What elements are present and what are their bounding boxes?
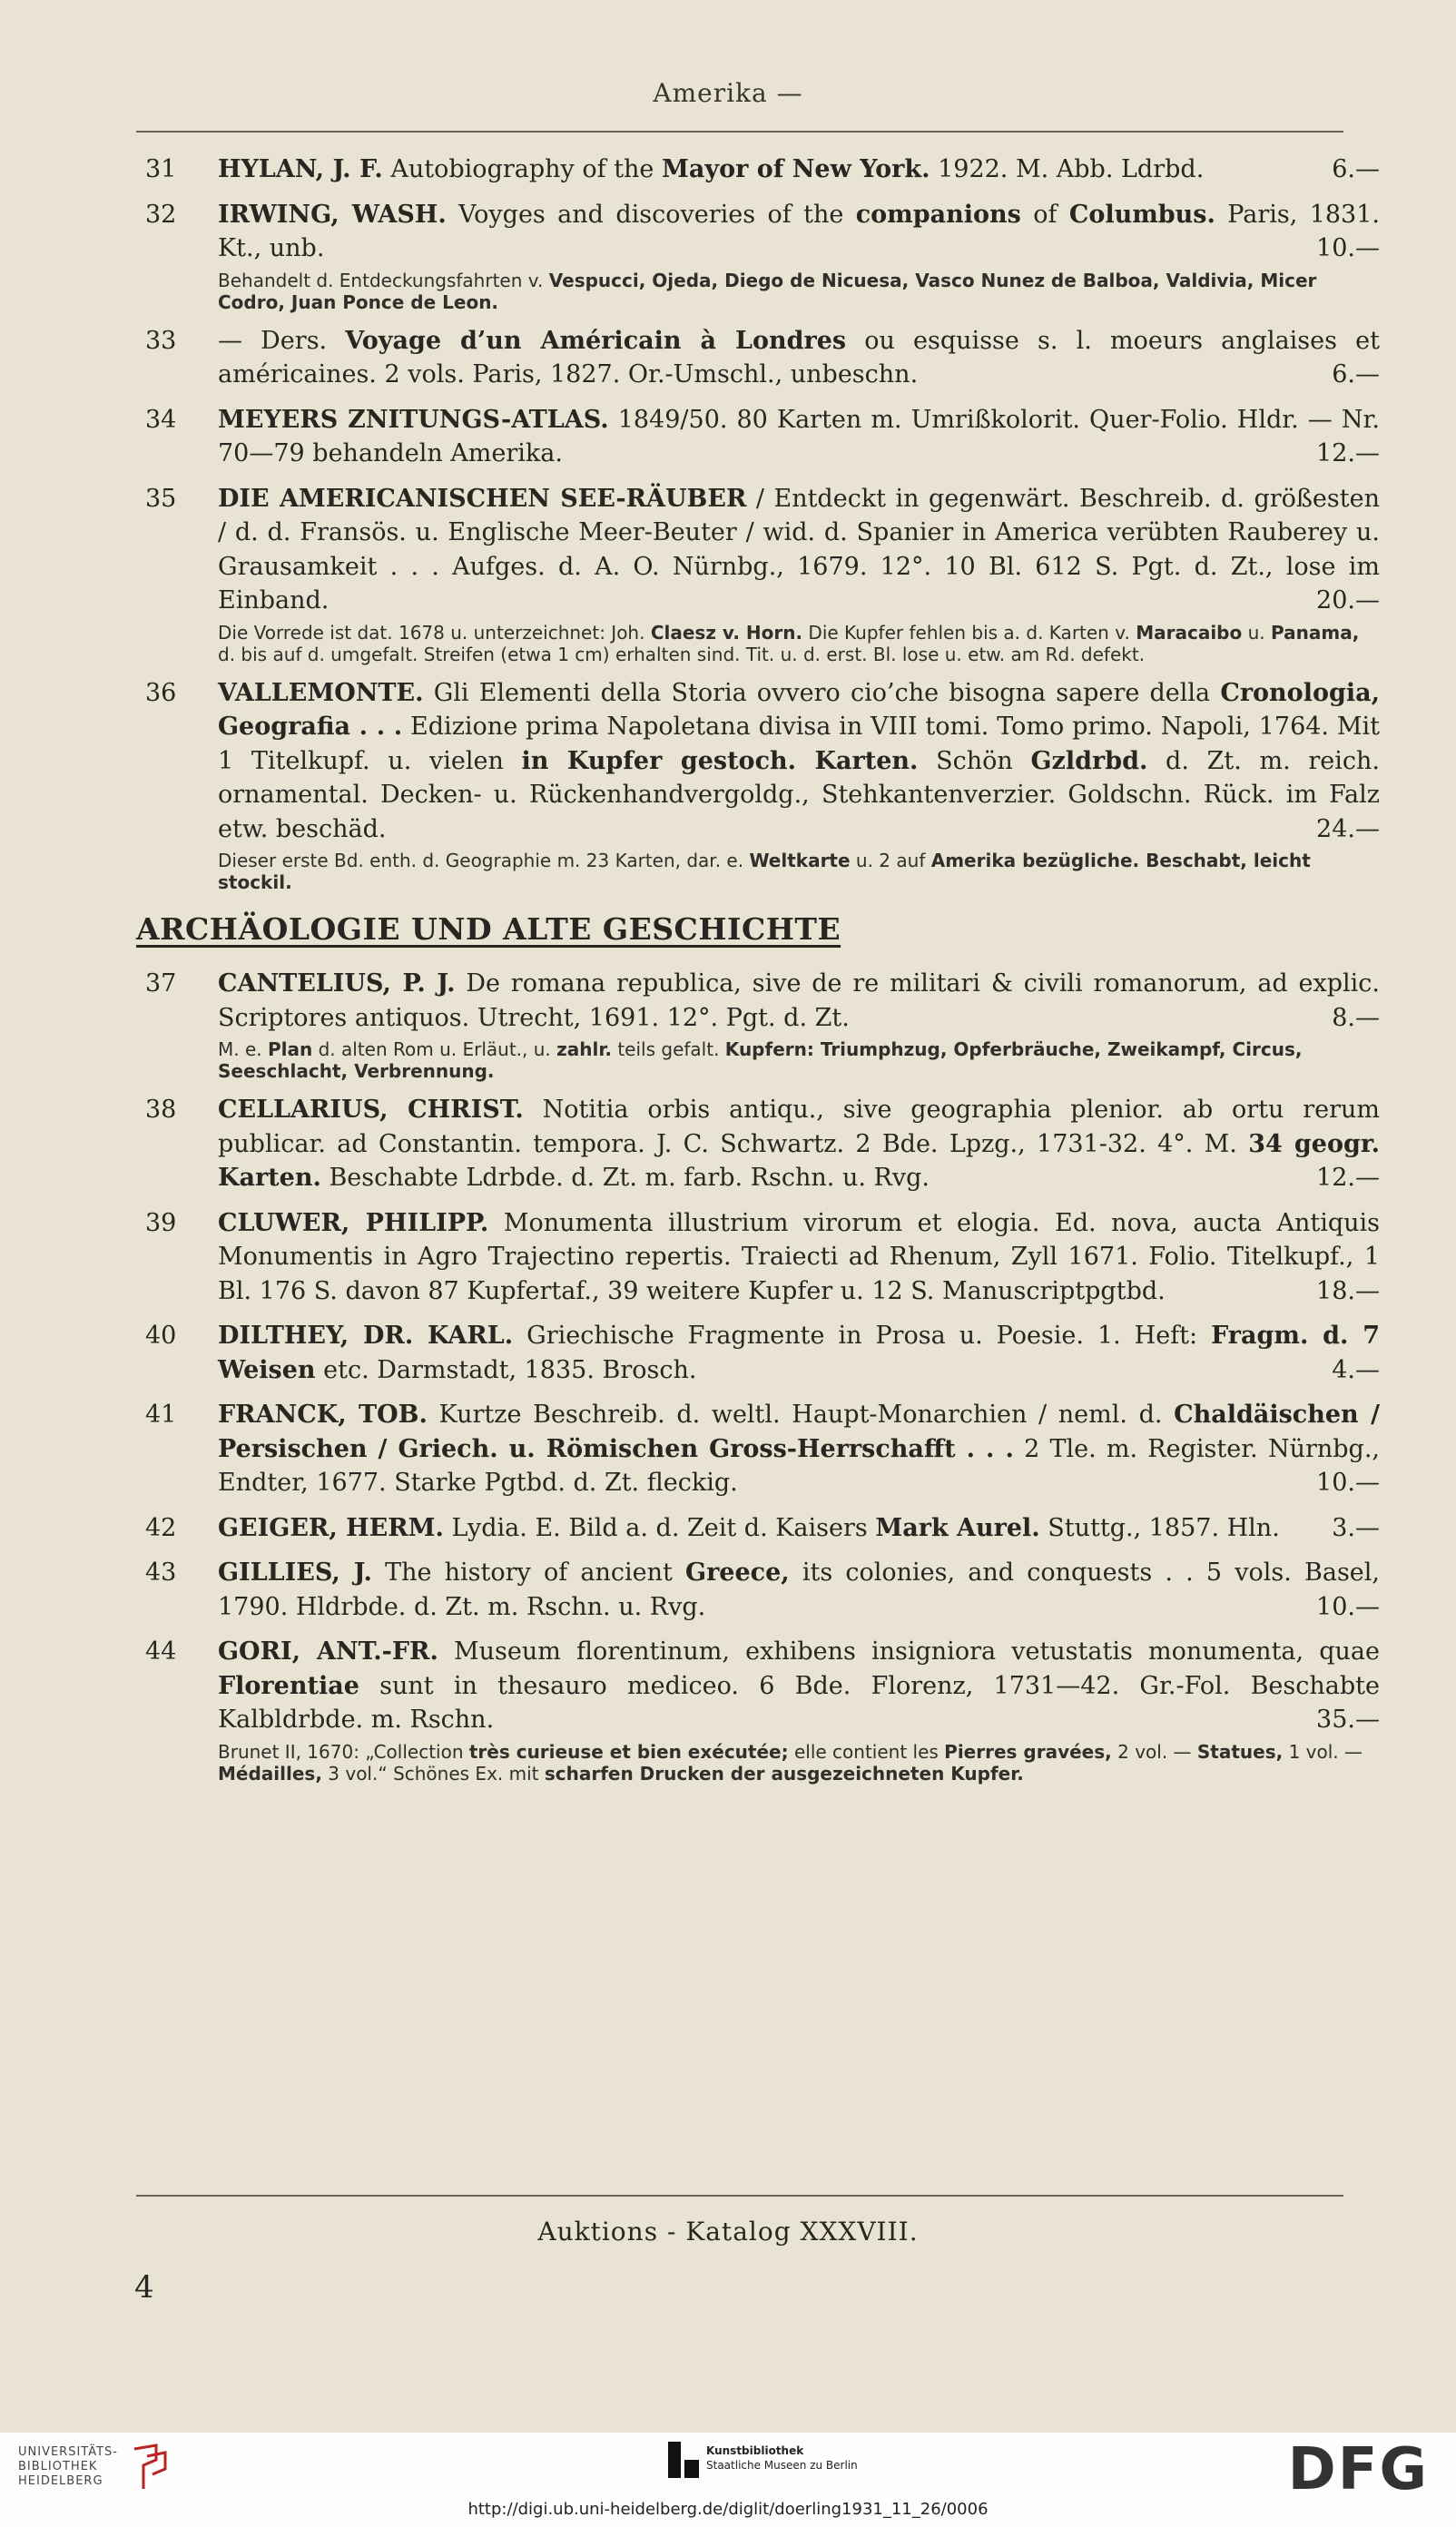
bold-text: Panama, — [1271, 621, 1360, 644]
text: u. — [1242, 621, 1271, 644]
text: Schön — [918, 746, 1031, 775]
entry-number: 43 — [145, 1558, 177, 1587]
text: — Ders. — [218, 326, 346, 355]
university-mark-icon — [129, 2442, 174, 2493]
text: Edizione prima Napoletana divisa in VIII tomi. Tomo primo. Napoli, 1764. Mit 1 Titelkupf. u. vielen — [218, 713, 1380, 775]
entry-text — [218, 1093, 1380, 1195]
section-title: ARCHÄOLOGIE UND ALTE GESCHICHTE — [136, 911, 841, 947]
page-number: 4 — [134, 2269, 154, 2306]
text: 2 Tle. m. Register. Nürnbg., Endter, 1677. Starke Pgtbd. d. Zt. fleckig. — [218, 1434, 1380, 1497]
running-head: Amerika — — [653, 78, 803, 108]
entry-number: 31 — [145, 155, 177, 183]
entry-text — [218, 967, 1380, 1035]
text: etc. Darmstadt, 1835. Brosch. — [315, 1355, 697, 1384]
entry-number: 33 — [145, 326, 177, 355]
entry-author: GEIGER, HERM. — [218, 1513, 444, 1542]
text: Paris, 1831. Kt., unb. — [218, 200, 1380, 262]
entry-price: 4.— — [1332, 1355, 1380, 1384]
bold-text: zahlr. — [556, 1038, 612, 1060]
catalog-entry — [136, 1206, 1380, 1309]
entry-note — [218, 1038, 1380, 1082]
text: Notitia orbis antiqu., sive geographia plenior. ab ortu rerum publicar. ad Constantin. tempora. J. C. Schwartz. 2 Bde. Lpzg., 1731-32. 4°. M. — [218, 1096, 1380, 1158]
entry-number: 37 — [145, 969, 177, 998]
text: u. 2 auf — [850, 850, 931, 871]
entries-archaeologie — [136, 967, 1380, 1785]
entry-number: 39 — [145, 1208, 177, 1237]
entry-price: 6.— — [1332, 360, 1380, 388]
text: Kurtze Beschreib. d. weltl. Haupt-Monarchien / neml. d. — [427, 1401, 1175, 1429]
text: Die Kupfer fehlen bis a. d. Karten v. — [802, 621, 1136, 644]
text: 1849/50. 80 Karten m. Umrißkolorit. Quer-Folio. Hldr. — Nr. 70—79 behandeln Amerika. — [218, 405, 1381, 467]
entry-price: 20.— — [1316, 586, 1380, 615]
catalog-entry — [136, 1556, 1380, 1624]
text: The history of ancient — [371, 1558, 686, 1587]
entry-author: FRANCK, TOB. — [218, 1401, 428, 1429]
text: d. bis auf d. umgefalt. Streifen (etwa 1 cm) erhalten sind. Tit. u. d. erst. Bl. lose u. etw. am Rd. defekt. — [218, 643, 1146, 665]
entry-number: 32 — [145, 200, 177, 229]
text: Gli Elementi della Storia ovvero cio’che bisogna sapere della — [423, 678, 1221, 707]
bold-text: Florentiae — [218, 1671, 359, 1700]
entry-price: 12.— — [1316, 1164, 1380, 1192]
text: Die Vorrede ist dat. 1678 u. unterzeichnet: Joh. — [218, 621, 651, 644]
bold-text: très curieuse et bien exécutée; — [468, 1740, 789, 1763]
entry-number: 40 — [145, 1322, 177, 1350]
entry-price: 12.— — [1316, 439, 1380, 467]
bold-text: Claesz v. Horn. — [650, 621, 803, 644]
entry-number: 36 — [145, 678, 177, 707]
bold-text: Weltkarte — [749, 850, 851, 871]
footer-rule — [136, 2195, 1343, 2197]
text: 2 vol. — — [1111, 1740, 1197, 1763]
university-library-logo — [18, 2445, 118, 2489]
bold-text: Maracaibo — [1136, 621, 1243, 644]
kb-subtitle: Staatliche Museen zu Berlin — [706, 2459, 858, 2472]
entry-number: 41 — [145, 1401, 177, 1429]
entry-text — [218, 198, 1380, 266]
bold-text: Columbus. — [1068, 200, 1215, 229]
text: ou esquisse s. l. moeurs anglaises et américaines. 2 vols. Paris, 1827. Or.-Umschl., unbeschn. — [218, 326, 1380, 388]
bold-text: Kupfern: Triumphzug, Opferbräuche, Zweikampf, Circus, Seeschlacht, Verbrennung. — [218, 1038, 1303, 1082]
text: Beschabte Ldrbde. d. Zt. m. farb. Rschn. u. Rvg. — [320, 1164, 930, 1192]
kb-title: Kunstbibliothek — [706, 2444, 804, 2457]
catalog-footer-title: Auktions - Katalog XXXVIII. — [537, 2217, 919, 2247]
entry-text — [218, 1206, 1380, 1309]
kunstbibliothek-label — [706, 2443, 858, 2473]
entry-author: CLUWER, PHILIPP. — [218, 1208, 489, 1237]
entry-text — [218, 152, 1380, 187]
entries-amerika — [136, 152, 1380, 893]
entry-text — [218, 482, 1380, 618]
entry-text — [218, 403, 1380, 471]
entry-author: GORI, ANT.-FR. — [218, 1637, 438, 1666]
text: d. Zt. m. reich. ornamental. Decken- u. Rückenhandvergoldg., Stehkantenverzier. Goldschn. Rück. im Falz etw. beschäd. — [218, 746, 1380, 843]
bold-text: Pierres gravées, — [944, 1740, 1112, 1763]
text: Brunet II, 1670: „Collection — [218, 1740, 469, 1763]
entry-price: 6.— — [1332, 155, 1380, 183]
entry-price: 10.— — [1316, 1592, 1380, 1621]
text: Monumenta illustrium virorum et elogia. Ed. nova, aucta Antiquis Monumentis in Agro Trajectino repertis. Traiecti ad Rhenum, Zyll 1671. Folio. Titelkupf., 1 Bl. 176 S. davon 87 Kupfertaf., 39 weitere Kupfer u. 12 S. Manuscriptpgtbd. — [218, 1208, 1380, 1305]
bold-text: Mark Aurel. — [875, 1513, 1040, 1542]
entry-author: DIE AMERICANISCHEN SEE-RÄUBER — [218, 484, 747, 513]
entry-price: 18.— — [1316, 1276, 1380, 1305]
bold-text: Chaldäischen / Persischen / Griech. u. Römischen Gross-Herrschafft . . . — [218, 1401, 1380, 1463]
bold-text: Statues, — [1196, 1740, 1284, 1763]
catalog-entry — [136, 152, 1380, 187]
text: 1 vol. — — [1283, 1740, 1363, 1763]
bold-text: 34 geogr. Karten. — [218, 1129, 1380, 1192]
text: of — [1020, 200, 1069, 229]
entry-text — [218, 676, 1380, 847]
bold-text: Médailles, — [218, 1762, 322, 1785]
uni-logo-line: BIBLIOTHEK — [18, 2460, 98, 2473]
text: elle contient les — [788, 1740, 945, 1763]
catalog-entry — [136, 1635, 1380, 1785]
text: Autobiography of the — [382, 155, 662, 183]
entry-author: GILLIES, J. — [218, 1558, 372, 1587]
bold-text: Gzldrbd. — [1030, 746, 1148, 775]
uni-logo-line: HEIDELBERG — [18, 2474, 103, 2488]
entry-price: 24.— — [1316, 814, 1380, 843]
bold-text: Cronologia, Geografia . . . — [218, 678, 1380, 741]
bold-text: Plan — [268, 1038, 313, 1060]
catalog-entry — [136, 1511, 1380, 1546]
entry-author: CELLARIUS, CHRIST. — [218, 1096, 524, 1124]
entry-price: 10.— — [1316, 1469, 1380, 1497]
text: d. alten Rom u. Erläut., u. — [312, 1038, 557, 1060]
entry-text — [218, 1511, 1380, 1546]
entry-author: CANTELIUS, P. J. — [218, 969, 456, 998]
entry-number: 34 — [145, 405, 177, 434]
entry-number: 35 — [145, 484, 177, 513]
entry-author: HYLAN, J. F. — [218, 155, 383, 183]
bold-text: Fragm. d. 7 Weisen — [218, 1322, 1380, 1384]
catalog-entry — [136, 967, 1380, 1082]
entry-price: 10.— — [1316, 234, 1380, 262]
entry-author: VALLEMONTE. — [218, 678, 424, 707]
header-rule — [136, 131, 1343, 133]
catalog-entry — [136, 1398, 1380, 1500]
text: Behandelt d. Entdeckungsfahrten v. — [218, 269, 549, 291]
entry-note — [218, 850, 1380, 893]
bold-text: Amerika bezügliche. Beschabt, leicht stockil. — [218, 850, 1311, 893]
entry-author: MEYERS ZNITUNGS-ATLAS. — [218, 405, 609, 434]
catalog-entry — [136, 1093, 1380, 1195]
bold-text: Vespucci, Ojeda, Diego de Nicuesa, Vasco Nunez de Balboa, Valdivia, Micer Codro, Juan Ponce de Leon. — [218, 269, 1317, 313]
catalog-entry — [136, 198, 1380, 313]
text: Dieser erste Bd. enth. d. Geographie m. 23 Karten, dar. e. — [218, 850, 750, 871]
text: M. e. — [218, 1038, 268, 1060]
entry-author: IRWING, WASH. — [218, 200, 447, 229]
text: / Entdeckt in gegenwärt. Beschreib. d. größesten / d. d. Fransös. u. Englische Meer-Beuter / wid. d. Spanier in America verübten Rauberey u. Grausamkeit . . . Aufges. d. A. O. Nürnbg., 1679. 12°. 10 Bl. 612 S. Pgt. d. Zt., lose im Einband. — [218, 484, 1380, 615]
catalog-entry — [136, 403, 1380, 471]
entry-author: DILTHEY, DR. KARL. — [218, 1322, 514, 1350]
entry-note — [218, 270, 1380, 313]
catalog-entry — [136, 676, 1380, 894]
bold-text: Mayor of New York. — [662, 155, 930, 183]
text: 1922. M. Abb. Ldrbd. — [930, 155, 1205, 183]
catalog-entry — [136, 324, 1380, 392]
catalog-entry — [136, 482, 1380, 665]
entry-price: 3.— — [1332, 1513, 1380, 1542]
text: Lydia. E. Bild a. d. Zeit d. Kaisers — [443, 1513, 876, 1542]
source-url[interactable]: http://digi.ub.uni-heidelberg.de/diglit/doerling1931_11_26/0006 — [467, 2500, 989, 2519]
bold-text: scharfen Drucken der ausgezeichneten Kupfer. — [544, 1762, 1024, 1785]
entry-price: 35.— — [1316, 1706, 1380, 1734]
catalog-entry — [136, 1319, 1380, 1387]
entry-note — [218, 1741, 1380, 1785]
text: Museum florentinum, exhibens insigniora vetustatis monumenta, quae — [438, 1637, 1380, 1666]
bold-text: Voyage d’un Américain à Londres — [345, 326, 847, 355]
entry-text — [218, 1398, 1380, 1500]
entry-text — [218, 1319, 1380, 1387]
uni-logo-line: UNIVERSITÄTS- — [18, 2445, 118, 2459]
entry-text — [218, 1635, 1380, 1737]
text: teils gefalt. — [611, 1038, 725, 1060]
text: Stuttg., 1857. Hln. — [1039, 1513, 1280, 1542]
bold-text: companions — [855, 200, 1021, 229]
entry-price: 8.— — [1332, 1003, 1380, 1032]
entry-number: 38 — [145, 1096, 177, 1124]
text: Griechische Fragmente in Prosa u. Poesie. 1. Heft: — [513, 1322, 1212, 1350]
digitization-strip — [0, 2433, 1456, 2527]
text: 3 vol.“ Schönes Ex. mit — [321, 1762, 545, 1785]
text: Voyges and discoveries of the — [446, 200, 856, 229]
entry-number: 42 — [145, 1513, 177, 1542]
text: sunt in thesauro mediceo. 6 Bde. Florenz, 1731—42. Gr.-Fol. Beschabte Kalbldrbde. m. Rschn. — [218, 1671, 1380, 1734]
entry-text — [218, 1556, 1380, 1624]
catalog-content — [136, 152, 1380, 1795]
text: its colonies, and conquests . . 5 vols. Basel, 1790. Hldrbde. d. Zt. m. Rschn. u. Rvg. — [218, 1558, 1380, 1621]
dfg-logo: DFG — [1287, 2436, 1429, 2503]
bold-text: in Kupfer gestoch. Karten. — [521, 746, 919, 775]
bold-text: Greece, — [685, 1558, 790, 1587]
text: De romana republica, sive de re militari & civili romanorum, ad explic. Scriptores antiquos. Utrecht, 1691. 12°. Pgt. d. Zt. — [218, 969, 1381, 1032]
kunstbibliothek-logo-icon — [668, 2442, 699, 2478]
entry-number: 44 — [145, 1637, 177, 1666]
entry-text — [218, 324, 1380, 392]
entry-note — [218, 622, 1380, 665]
